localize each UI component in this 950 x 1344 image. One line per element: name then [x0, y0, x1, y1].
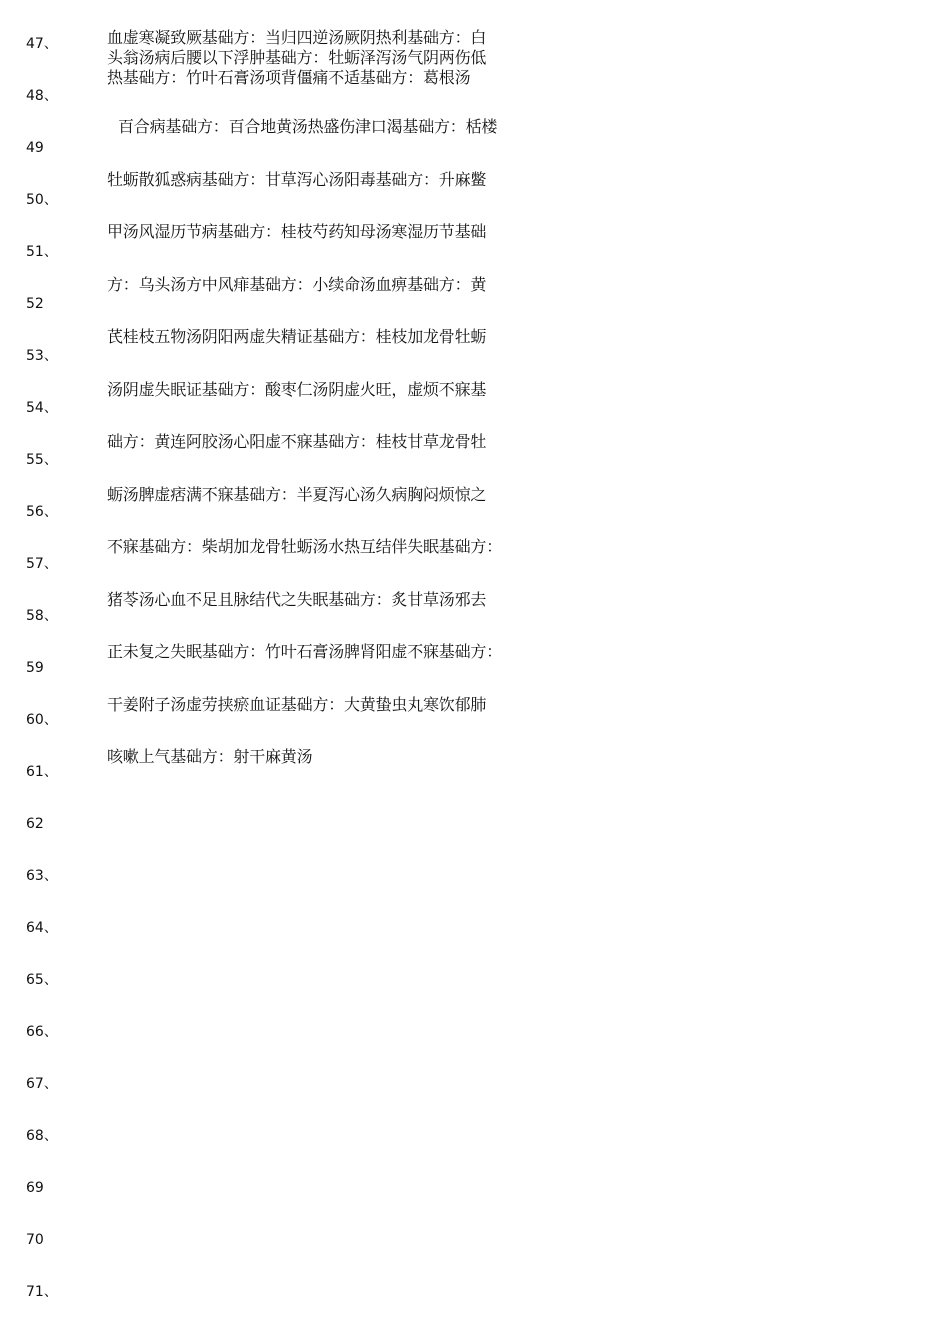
line-number: 69 — [26, 1180, 44, 1196]
text-line: 牡蛎散狐惑病基础方：甘草泻心汤阳毒基础方：升麻鳖 — [107, 169, 487, 189]
line-number: 65、 — [26, 972, 58, 988]
text-line: 汤阴虚失眠证基础方：酸枣仁汤阴虚火旺，虚烦不寐基 — [107, 379, 487, 399]
text-line: 百合病基础方：百合地黄汤热盛伤津口渴基础方：栝楼 — [118, 117, 498, 136]
line-number-column — [26, 35, 96, 1335]
line-number: 56、 — [26, 504, 58, 520]
line-number: 61、 — [26, 764, 58, 780]
line-number: 66、 — [26, 1024, 58, 1040]
line-number: 67、 — [26, 1076, 58, 1092]
text-line: 甲汤风湿历节病基础方：桂枝芍药知母汤寒湿历节基础 — [107, 222, 487, 241]
text-line: 方：乌头汤方中风痱基础方：小续命汤血痹基础方：黄 — [107, 274, 487, 294]
line-number: 52 — [26, 296, 44, 312]
text-line: 猪苓汤心血不足且脉结代之失眠基础方：炙甘草汤邪去 — [107, 589, 487, 609]
body-text — [107, 28, 567, 800]
line-number: 62 — [26, 816, 44, 832]
line-number: 49 — [26, 140, 44, 156]
line-number: 50、 — [26, 192, 58, 208]
text-line: 蛎汤脾虚痞满不寐基础方：半夏泻心汤久病胸闷烦惊之 — [107, 484, 487, 504]
line-number: 48、 — [26, 88, 58, 104]
text-line: 础方：黄连阿胶汤心阳虚不寐基础方：桂枝甘草龙骨牡 — [107, 432, 487, 451]
text-line: 咳嗽上气基础方：射干麻黄汤 — [107, 747, 313, 766]
line-number: 64、 — [26, 920, 58, 936]
text-line: 头翁汤病后腰以下浮肿基础方：牡蛎泽泻汤气阴两伤低 — [107, 48, 487, 67]
line-number: 47、 — [26, 36, 58, 52]
text-line: 血虚寒凝致厥基础方：当归四逆汤厥阴热利基础方：白 — [107, 28, 487, 47]
text-line: 正未复之失眠基础方：竹叶石膏汤脾肾阳虚不寐基础方： — [107, 642, 503, 661]
line-number: 58、 — [26, 608, 58, 624]
line-number: 70 — [26, 1232, 44, 1248]
text-line: 干姜附子汤虚劳挟瘀血证基础方：大黄蛰虫丸寒饮郁肺 — [107, 694, 487, 714]
line-number: 55、 — [26, 452, 58, 468]
line-number: 71、 — [26, 1284, 58, 1300]
line-number: 60、 — [26, 712, 58, 728]
text-line: 不寐基础方：柴胡加龙骨牡蛎汤水热互结伴失眠基础方： — [107, 537, 503, 556]
line-number: 54、 — [26, 400, 58, 416]
line-number: 68、 — [26, 1128, 58, 1144]
line-number: 59 — [26, 660, 44, 676]
line-number: 51、 — [26, 244, 58, 260]
line-number: 57、 — [26, 556, 58, 572]
text-line: 芪桂枝五物汤阴阳两虚失精证基础方：桂枝加龙骨牡蛎 — [107, 327, 487, 346]
line-number: 63、 — [26, 868, 58, 884]
text-line: 热基础方：竹叶石膏汤项背僵痛不适基础方：葛根汤 — [107, 68, 471, 87]
line-number: 53、 — [26, 348, 58, 364]
